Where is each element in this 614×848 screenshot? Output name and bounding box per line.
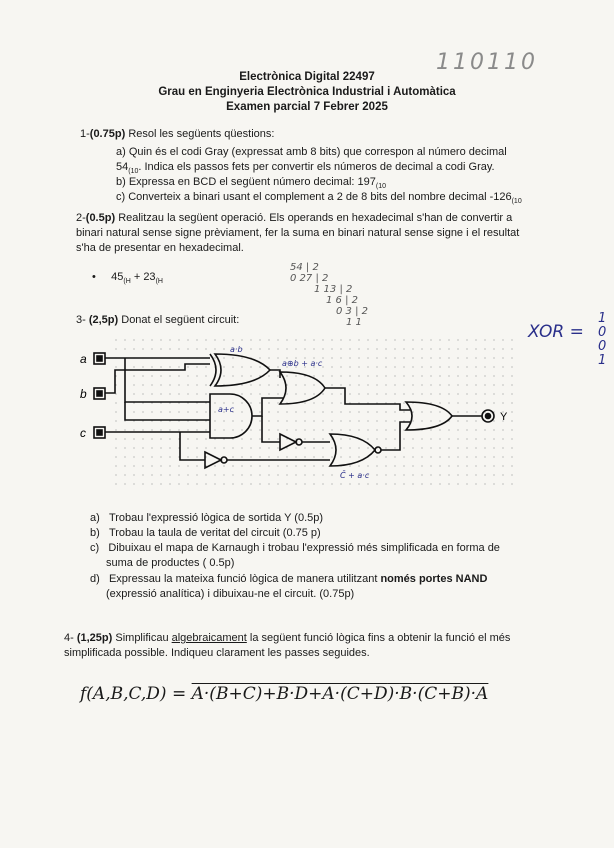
q3-item-a: a) Trobau l'expressió lògica de sortida Y (0.5p)	[90, 512, 324, 524]
q3-item-c: c) Dibuixau el mapa de Karnaugh i trobau l'expressió més simplificada en forma de	[90, 542, 500, 554]
q4-formula: f(A,B,C,D) = A·(B+C)+B·D+A·(C+D)·B·(C+B)·A	[80, 684, 489, 704]
exam-course-title: Electrònica Digital 22497	[239, 71, 375, 83]
q1-item-a: a) Quin és el codi Gray (expressat amb 8 bits) que correspon al número decimal	[116, 146, 507, 158]
q3-item-b: b) Trobau la taula de veritat del circuit (0.75 p)	[90, 527, 321, 539]
q2-line3: s'ha de presentar en hexadecimal.	[76, 242, 244, 254]
q3-heading: 3- (2,5p) Donat el següent circuit:	[76, 314, 240, 326]
handwritten-division: 54 | 2 0 27 | 2 1 13 | 2 1 6 | 2 0 3 | 2 1 1	[290, 262, 368, 328]
note-xor-ab: a·b	[230, 345, 243, 354]
q3-item-d-cont: (expressió analítica) i dibuixau-ne el circuit. (0.75p)	[106, 588, 355, 600]
note-nor-output: C̄ + a·c	[340, 471, 370, 480]
note-a-plus-c: a+c	[218, 405, 235, 414]
q2-operation: • $45_{(H} + 23_{(H}$	[92, 271, 163, 286]
q2-line2: binari natural sense signe prèviament, fer la suma en binari natural sense signe i el resultat	[76, 227, 520, 239]
output-y-label: Y	[500, 411, 508, 423]
note-or-output: a⊕b + a·c	[282, 359, 323, 368]
input-a-label: a	[80, 352, 87, 366]
q2-line1: 2-(0.5p) Realitzau la següent operació. Els operands en hexadecimal s'han de convertir a	[76, 212, 513, 224]
q4-line2: simplificada possible. Indiqueu clarament les passes seguides.	[64, 647, 370, 659]
q1-item-c: c) Converteix a binari usant el complement a 2 de 8 bits del nombre decimal $-126_{(10}$	[116, 191, 522, 206]
q3-item-c-cont: suma de productes ( 0.5p)	[106, 557, 235, 569]
q1-item-a-cont: $54_{(10}$. Indica els passos fets per convertir els números de decimal a codi Gray.	[116, 161, 495, 176]
q3-item-d: d) Expressau la mateixa funció lògica de manera utilitzant només portes NAND	[90, 573, 488, 585]
q1-item-b: b) Expressa en BCD el següent número decimal: $197_{(10}$	[116, 176, 386, 191]
exam-date: Examen parcial 7 Febrer 2025	[226, 101, 388, 113]
logic-circuit-diagram	[70, 330, 540, 500]
q1-heading: 1-(0.75p) Resol les següents qüestions:	[80, 128, 275, 140]
q4-line1: 4- (1,25p) Simplificau algebraicament la següent funció lògica fins a obtenir la funció el més	[64, 632, 511, 644]
handwritten-xor-bits: 1 0 0 1	[598, 311, 607, 368]
handwritten-number: 110110	[436, 50, 538, 75]
input-c-label: c	[80, 426, 86, 440]
handwritten-xor-label: XOR =	[528, 322, 584, 342]
input-b-label: b	[80, 387, 87, 401]
exam-degree: Grau en Enginyeria Electrònica Industrial i Automàtica	[158, 86, 456, 98]
